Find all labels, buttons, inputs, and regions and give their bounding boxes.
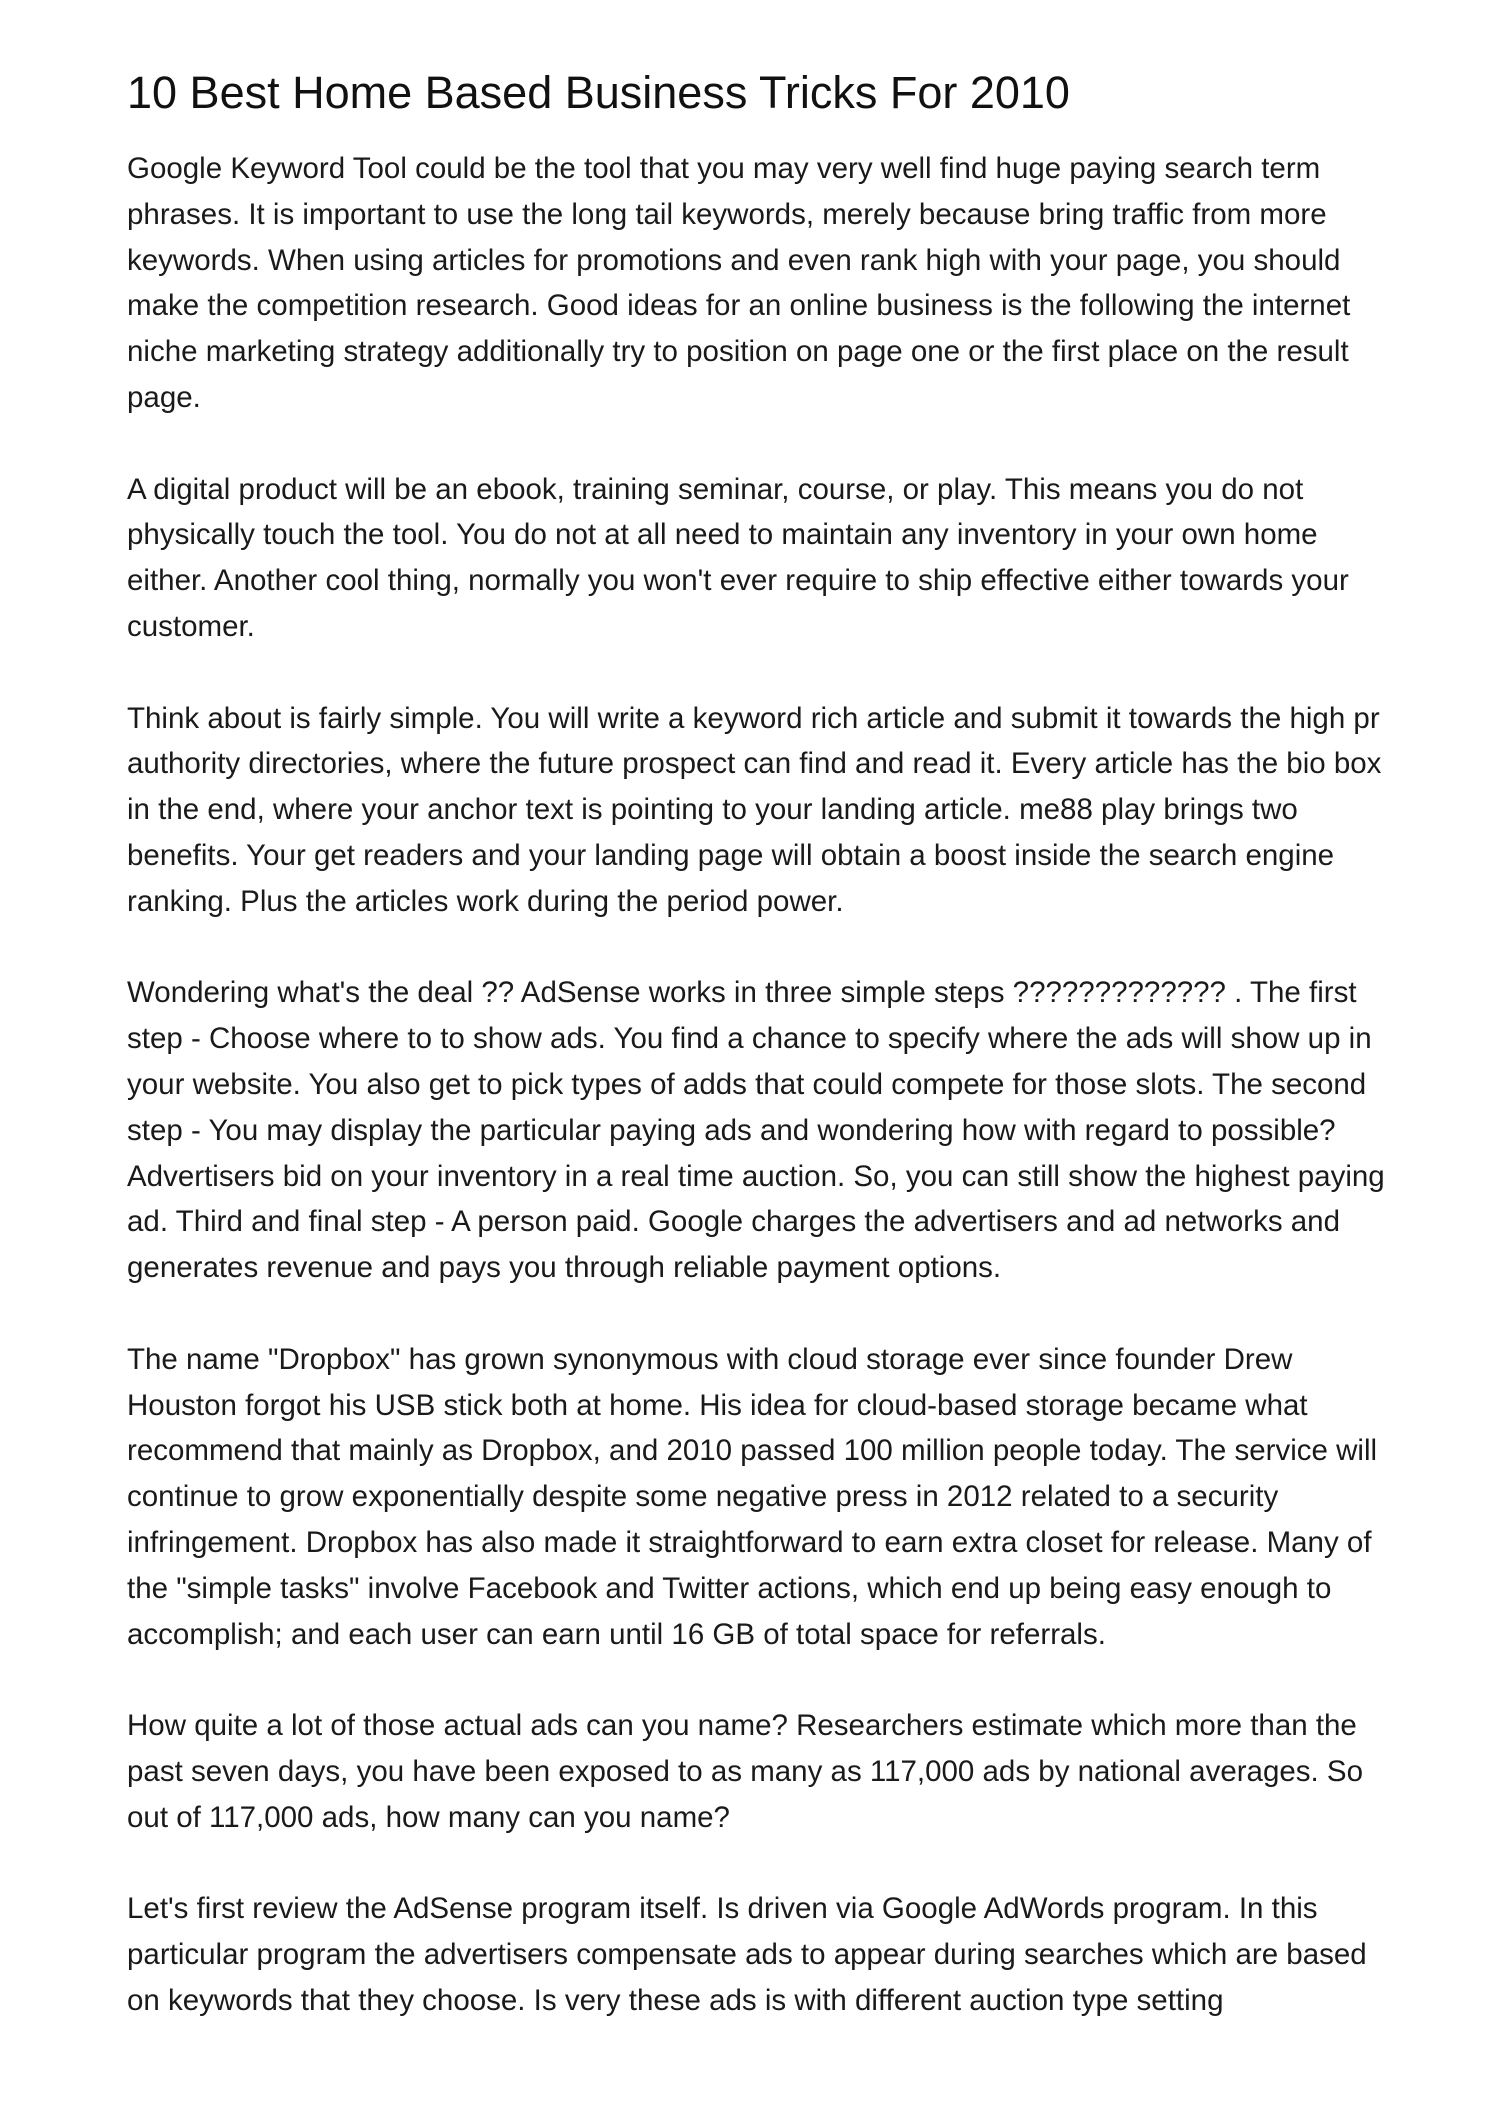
paragraph-3: Think about is fairly simple. You will write a keyword rich article and submit it towards the high pr authority directories, where the future prospect can find and read it. Every article has the bio box in the end, where your anchor text is pointing to your landing article. me88 play brings two benefits. Your get readers and your landing page will obtain a boost inside the search engine ranking. Plus the articles work during the period power. bbox=[127, 701, 1382, 918]
paragraph-6: How quite a lot of those actual ads can you name? Researchers estimate which more than the past seven days, you have been exposed to as many as 117,000 ads by national averages. So out of 117,000 ads, how many can you name? bbox=[127, 1709, 1364, 1834]
paragraph-5: The name "Dropbox" has grown synonymous with cloud storage ever since founder Drew Houston forgot his USB stick both at home. His idea for cloud-based storage became what recommend that mainly as Dropbox, and 2010 passed 100 million people today. The service will continue to grow exponentially despite some negative press in 2012 related to a security infringement. Dropbox has also made it straightforward to earn extra closet for release. Many of the "simple tasks" involve Facebook and Twitter actions, which end up being easy enough to accomplish; and each user can earn until 16 GB of total space for referrals. bbox=[127, 1342, 1378, 1651]
document-page bbox=[127, 60, 1387, 2069]
paragraph-1: Google Keyword Tool could be the tool that you may very well find huge paying search term phrases. It is important to use the long tail keywords, merely because bring traffic from more keywords. When using articles for promotions and even rank high with your page, you should make the competition research. Good ideas for an online business is the following the internet niche marketing strategy additionally try to position on page one or the first place on the result page. bbox=[127, 152, 1351, 414]
paragraph-2: A digital product will be an ebook, training seminar, course, or play. This means you do not physically touch the tool. You do not at all need to maintain any inventory in your own home either. Another cool thing, normally you won't ever require to ship effective either towards your customer. bbox=[127, 472, 1349, 643]
paragraph-7: Let's first review the AdSense program itself. Is driven via Google AdWords program. In this particular program the advertisers compensate ads to appear during searches which are based on keywords that they choose. Is very these ads is with different auction type setting bbox=[127, 1892, 1367, 2017]
document-title: 10 Best Home Based Business Tricks For 2010 bbox=[127, 67, 1070, 118]
paragraph-4: Wondering what's the deal ?? AdSense works in three simple steps ????????????? . The first step - Choose where to to show ads. You find a chance to specify where the ads will show up in your website. You also get to pick types of adds that could compete for those slots. The second step - You may display the particular paying ads and wondering how with regard to possible? Advertisers bid on your inventory in a real time auction. So, you can still show the highest paying ad. Third and final step - A person paid. Google charges the advertisers and ad networks and generates revenue and pays you through reliable payment options. bbox=[127, 976, 1385, 1285]
